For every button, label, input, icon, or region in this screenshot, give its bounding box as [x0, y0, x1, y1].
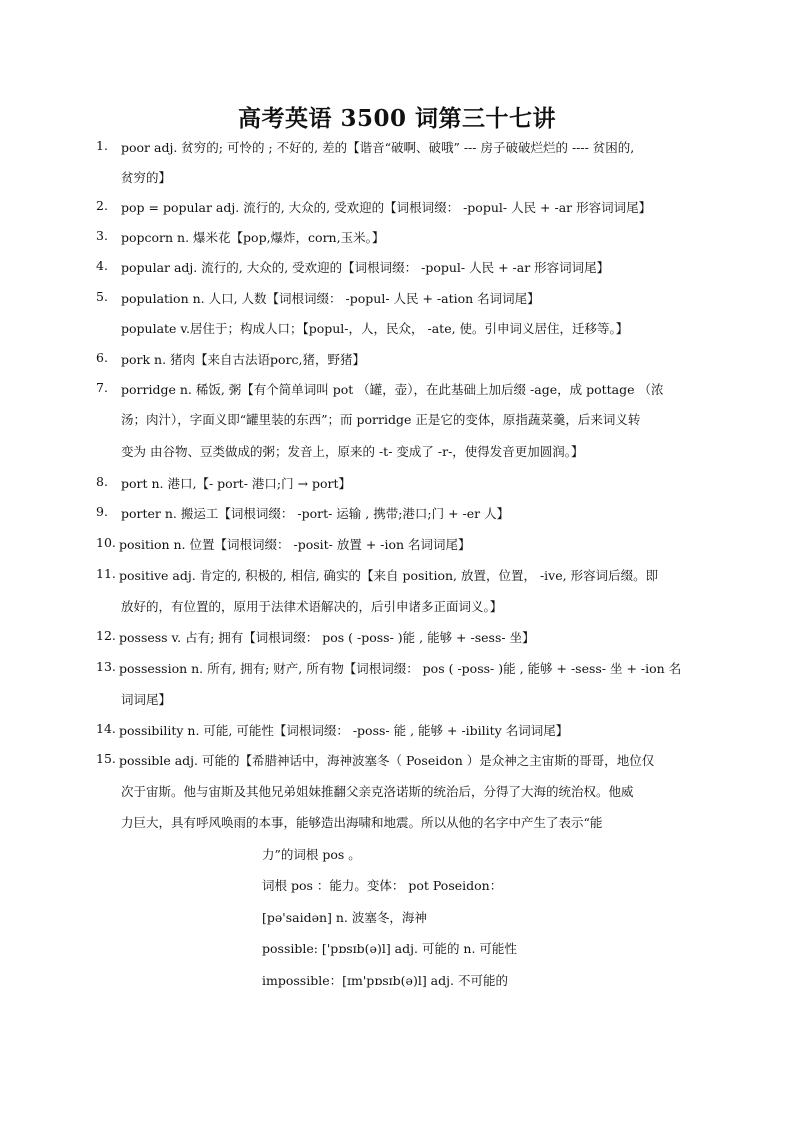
entry-number: 12.: [96, 628, 116, 643]
entry-number: 10.: [96, 535, 116, 550]
entry-headline: poor adj. 贫穷的; 可怜的 ; 不好的, 差的【谐音“破啊、破哦” --- 房子破破烂烂的 ---- 贫困的,: [121, 140, 635, 155]
entry-headline: pork n. 猪肉【来自古法语porc,猪，野猪】: [121, 352, 366, 367]
entry-number: 9.: [96, 504, 108, 519]
entry-continuation: 次于宙斯。他与宙斯及其他兄弟姐妹推翻父亲克洛诺斯的统治后，分得了大海的统治权。他威: [121, 784, 634, 799]
entry-number: 4.: [96, 258, 108, 273]
entry-headline: porter n. 搬运工【词根词缀： -port- 运输 , 携带;港口;门 + -er 人】: [121, 506, 510, 521]
note-line: 力”的词根 pos 。: [262, 847, 361, 862]
entry-headline: porridge n. 稀饭, 粥【有个简单词叫 pot （罐，壶），在此基础上加后缀 -age，成 pottage （浓: [121, 382, 664, 397]
entry-headline: possible adj. 可能的【希腊神话中，海神波塞冬（ Poseidon ）是众神之主宙斯的哥哥，地位仅: [119, 753, 655, 768]
entry-number: 3.: [96, 228, 108, 243]
entry-number: 15.: [96, 751, 116, 766]
entry-continuation: 放好的，有位置的，原用于法律术语解决的，后引申诸多正面词义。】: [121, 599, 503, 614]
page-title: 高考英语 3500 词第三十七讲: [237, 105, 557, 132]
entry-continuation: 汤；肉汁），字面义即“罐里装的东西”；而 porridge 正是它的变体，原指蔬菜羹，后来词义转: [121, 412, 641, 427]
note-line: impossible：[ɪm'pɒsɪb(ə)l] adj. 不可能的: [262, 973, 508, 988]
entry-number: 5.: [96, 289, 108, 304]
entry-continuation: populate v.居住于；构成人口；【popul-，人，民众， -ate, 使。引申词义居住，迁移等。】: [121, 321, 629, 336]
entry-number: 13.: [96, 659, 116, 674]
entry-headline: pop = popular adj. 流行的, 大众的, 受欢迎的【词根词缀： -popul- 人民 + -ar 形容词词尾】: [121, 200, 652, 215]
entry-number: 11.: [96, 566, 116, 581]
entry-number: 6.: [96, 350, 108, 365]
entry-headline: possess v. 占有; 拥有【词根词缀： pos ( -poss- )能 , 能够 + -sess- 坐】: [119, 630, 535, 645]
entry-number: 14.: [96, 721, 116, 736]
entry-headline: position n. 位置【词根词缀： -posit- 放置 + -ion 名词词尾】: [119, 537, 471, 552]
entry-continuation: 变为 由谷物、豆类做成的粥；发音上，原来的 -t- 变成了 -r-，使得发音更加圆润。】: [121, 444, 584, 459]
entry-headline: possession n. 所有, 拥有; 财产, 所有物【词根词缀： pos ( -poss- )能 , 能够 + -sess- 坐 + -ion 名: [119, 661, 682, 676]
entry-headline: port n. 港口,【- port- 港口;门 → port】: [121, 476, 352, 491]
entry-number: 1.: [96, 138, 108, 153]
entry-headline: popular adj. 流行的, 大众的, 受欢迎的【词根词缀： -popul- 人民 + -ar 形容词词尾】: [121, 260, 610, 275]
note-line: possible: ['pɒsɪb(ə)l] adj. 可能的 n. 可能性: [262, 941, 517, 956]
entry-continuation: 力巨大，具有呼风唤雨的本事，能够造出海啸和地震。所以从他的名字中产生了表示“能: [121, 815, 603, 830]
entry-number: 7.: [96, 380, 108, 395]
note-line: [pə'saidən] n. 波塞冬，海神: [262, 910, 427, 925]
note-line: 词根 pos ：能力。变体： pot Poseidon：: [262, 878, 503, 893]
entry-continuation: 贫穷的】: [121, 170, 172, 185]
entry-headline: population n. 人口, 人数【词根词缀： -popul- 人民 + -ation 名词词尾】: [121, 291, 540, 306]
entry-continuation: 词词尾】: [121, 692, 172, 707]
entry-number: 2.: [96, 198, 108, 213]
entry-headline: popcorn n. 爆米花【pop,爆炸，corn,玉米。】: [121, 230, 385, 245]
entry-headline: possibility n. 可能, 可能性【词根词缀： -poss- 能 , 能够 + -ibility 名词词尾】: [119, 723, 569, 738]
entry-number: 8.: [96, 474, 108, 489]
entry-headline: positive adj. 肯定的, 积极的, 相信, 确实的【来自 position, 放置，位置， -ive, 形容词后缀。即: [119, 568, 659, 583]
